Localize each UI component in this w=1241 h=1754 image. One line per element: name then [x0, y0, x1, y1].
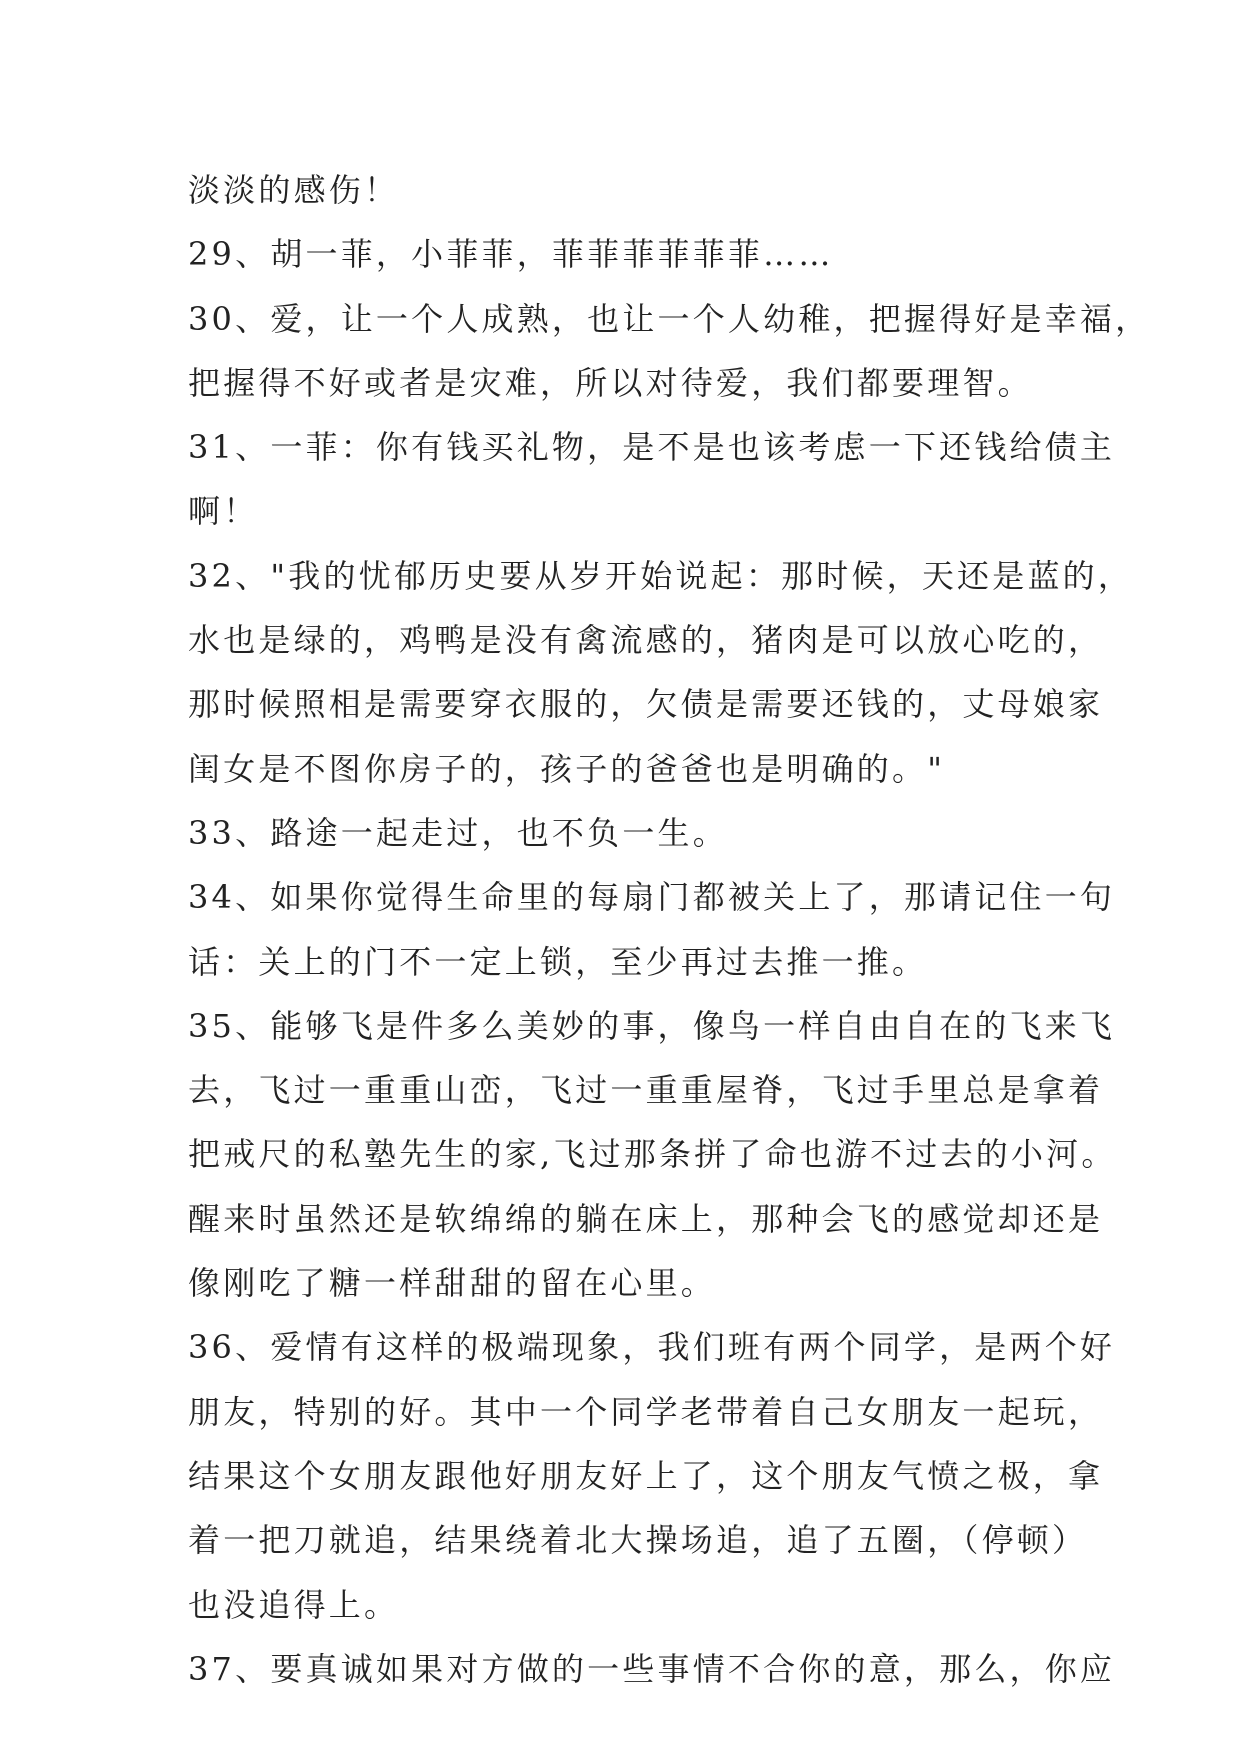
text-line: 水也是绿的，鸡鸭是没有禽流感的，猪肉是可以放心吃的，	[188, 621, 1104, 660]
text-line: 36、爱情有这样的极端现象，我们班有两个同学，是两个好	[188, 1328, 1116, 1367]
text-line: 啊！	[188, 492, 259, 531]
text-line: 朋友，特别的好。其中一个同学老带着自己女朋友一起玩，	[188, 1392, 1104, 1431]
text-line: 去，飞过一重重山峦，飞过一重重屋脊，飞过手里总是拿着	[188, 1071, 1104, 1110]
text-line: 29、胡一菲，小菲菲，菲菲菲菲菲菲……	[188, 235, 834, 274]
text-line: 闺女是不图你房子的，孩子的爸爸也是明确的。"	[188, 749, 946, 788]
text-line: 33、路途一起走过，也不负一生。	[188, 813, 728, 852]
text-line: 那时候照相是需要穿衣服的，欠债是需要还钱的，丈母娘家	[188, 685, 1104, 724]
text-line: 35、能够飞是件多么美妙的事，像鸟一样自由自在的飞来飞	[188, 1006, 1116, 1045]
text-line: 也没追得上。	[188, 1585, 400, 1624]
text-line: 把戒尺的私塾先生的家,飞过那条拼了命也游不过去的小河。	[188, 1135, 1117, 1174]
text-line: 31、一菲：你有钱买礼物，是不是也该考虑一下还钱给债主	[188, 428, 1116, 467]
text-line: 把握得不好或者是灾难，所以对待爱，我们都要理智。	[188, 363, 1033, 402]
text-line: 醒来时虽然还是软绵绵的躺在床上，那种会飞的感觉却还是	[188, 1199, 1104, 1238]
text-line: 着一把刀就追，结果绕着北大操场追，追了五圈，（停顿）	[188, 1521, 1088, 1560]
text-line: 结果这个女朋友跟他好朋友好上了，这个朋友气愤之极，拿	[188, 1456, 1104, 1495]
text-line: 32、"我的忧郁历史要从岁开始说起：那时候，天还是蓝的，	[188, 556, 1134, 595]
text-line: 34、如果你觉得生命里的每扇门都被关上了，那请记住一句	[188, 878, 1116, 917]
text-line: 像刚吃了糖一样甜甜的留在心里。	[188, 1264, 717, 1303]
document-body	[188, 158, 1151, 1701]
text-line: 淡淡的感伤！	[188, 171, 400, 209]
text-line: 30、爱，让一个人成熟，也让一个人幼稚，把握得好是幸福，	[188, 299, 1151, 338]
text-line: 话：关上的门不一定上锁，至少再过去推一推。	[188, 942, 928, 981]
text-line: 37、要真诚如果对方做的一些事情不合你的意，那么，你应	[188, 1649, 1116, 1688]
